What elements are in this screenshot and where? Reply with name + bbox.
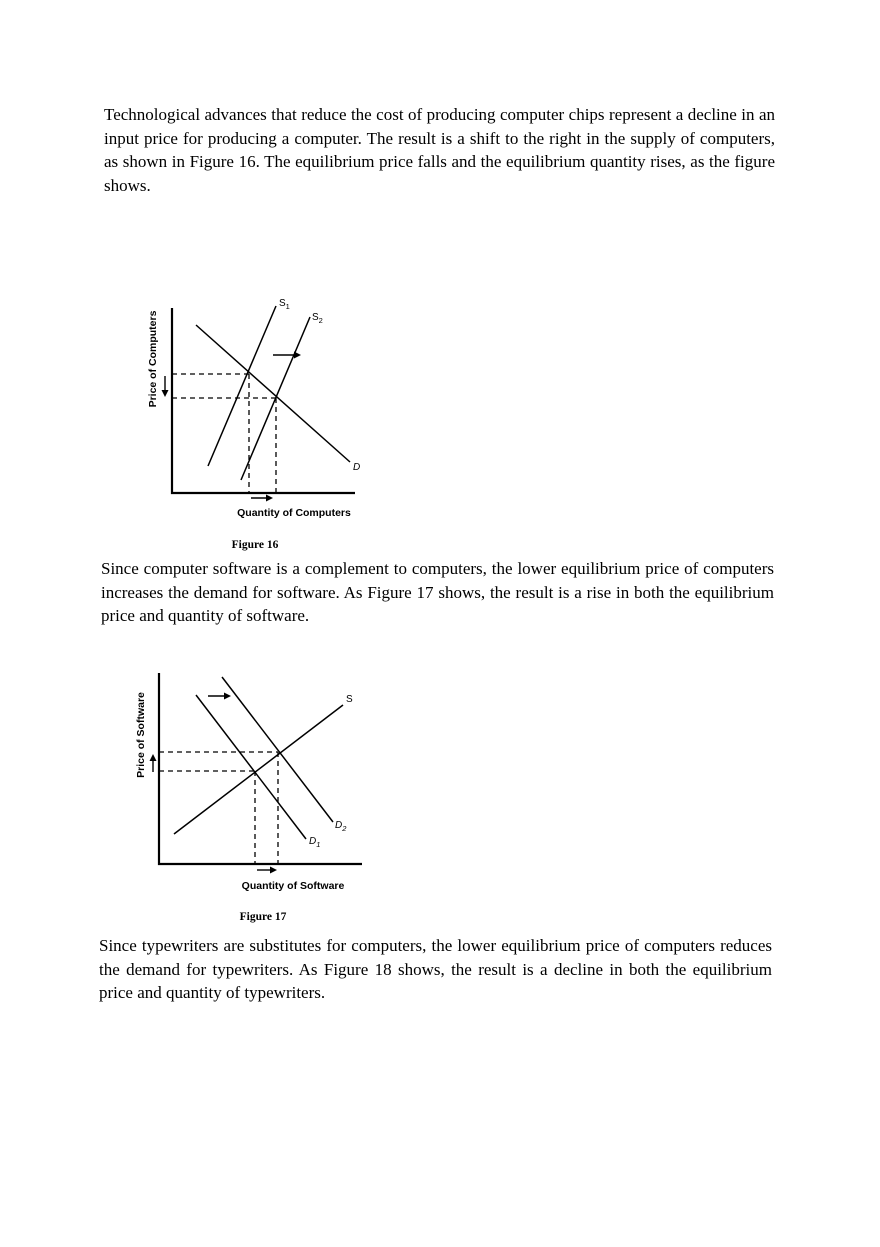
price-up-arrow-icon: [150, 754, 157, 772]
s1-label: [279, 298, 290, 311]
d1-label: [309, 836, 320, 849]
figure-17-caption: Figure 17: [239, 911, 287, 923]
demand-shift-arrow-icon: [208, 693, 231, 700]
demand-curve-d1: [196, 695, 306, 839]
price-down-arrow-icon: [162, 376, 169, 397]
paragraph-substitute-typewriters: Since typewriters are substitutes for computers, the lower equilibrium price of computers reduces the demand for typewriters. As Figure 18 shows, the result is a decline in both the equilibrium price and quantity of typewriters.: [99, 936, 772, 1002]
paragraph-complement-software: Since computer software is a complement to computers, the lower equilibrium price of computers increases the demand for software. As Figure 17 shows, the result is a rise in both the equilibrium price and quantity of software.: [101, 559, 774, 625]
quantity-up-arrow-icon: [257, 867, 277, 874]
s-label: S: [346, 694, 353, 705]
y-axis-label: Price of Computers: [147, 310, 159, 408]
d1-label-sub: 1: [316, 840, 321, 849]
paragraph-supply-shift: Technological advances that reduce the cost of producing computer chips represent a decline in an input price for producing a computer. The result is a shift to the right in the supply of computers, as shown in Figure 16. The equilibrium price falls and the equilibrium quantity rises, as the figure shows.: [104, 105, 775, 195]
d2-label-sub: 2: [342, 824, 347, 833]
s2-label-sub: 2: [318, 316, 323, 325]
figure-17-software-market-chart: [130, 665, 370, 930]
x-axis-label: Quantity of Software: [241, 880, 345, 892]
d2-label-base: D: [335, 820, 343, 831]
figure-16-caption: Figure 16: [231, 539, 279, 551]
s2-label: [312, 312, 323, 325]
figure-16-computer-market-chart: [140, 290, 380, 555]
d2-label: [335, 820, 347, 833]
quantity-up-arrow-icon: [251, 495, 273, 502]
d1-label-base: D: [309, 836, 317, 847]
d-label: D: [353, 462, 361, 473]
y-axis-label: Price of Software: [135, 692, 147, 778]
supply-shift-arrow-icon: [273, 352, 301, 359]
s2-label-base: S: [312, 312, 319, 323]
x-axis-label: Quantity of Computers: [237, 507, 351, 519]
supply-curve-s1: [208, 306, 276, 466]
s1-label-base: S: [279, 298, 286, 309]
s1-label-sub: 1: [285, 302, 290, 311]
